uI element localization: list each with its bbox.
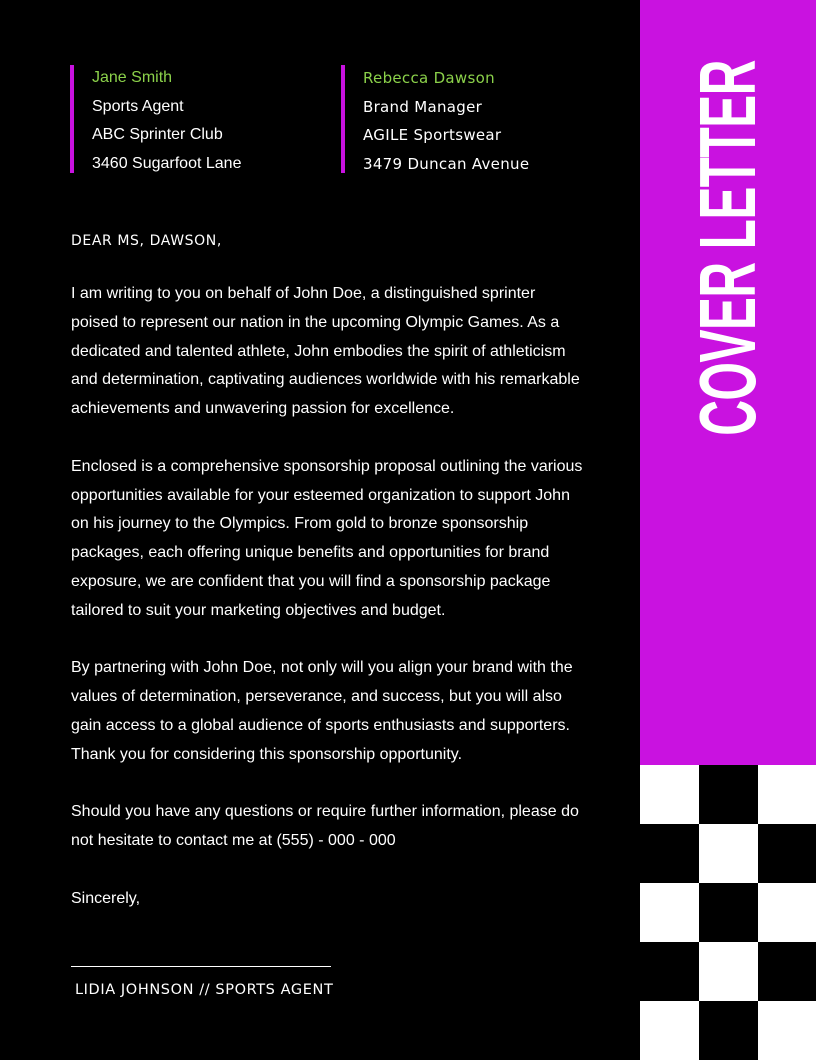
sender-company: ABC Sprinter Club [92, 126, 223, 144]
checker-cell [758, 824, 816, 883]
recipient-address-block [341, 64, 529, 179]
sender-address-block [70, 64, 241, 179]
checker-cell [640, 1001, 699, 1060]
checker-cell [640, 883, 699, 942]
checker-cell [758, 765, 816, 824]
recipient-company: AGILE Sportswear [363, 126, 502, 145]
side-title-text: COVER LETTER [683, 60, 772, 436]
closing: Sincerely, [71, 889, 141, 907]
checker-cell [758, 883, 816, 942]
recipient-address: 3479 Duncan Avenue [363, 155, 530, 174]
checker-cell [640, 765, 699, 824]
sender-address: 3460 Sugarfoot Lane [92, 155, 242, 173]
checker-cell [699, 883, 758, 942]
signature-name: LIDIA JOHNSON // SPORTS AGENT [75, 982, 334, 998]
body-paragraph: By partnering with John Doe, not only will you align your brand with the values of determination, perseverance, and success, but you will also gain access to a global audience of sports enthusiasts and supporters. Thank you for considering this sponsorship opportunity. [71, 659, 573, 763]
checker-cell [699, 942, 758, 1001]
checker-cell [640, 824, 699, 883]
body-paragraph: Enclosed is a comprehensive sponsorship proposal outlining the various opportunities available for your esteemed organization to support John on his journey to the Olympics. From gold to bronze sponsorship packages, each offering unique benefits and opportunities for brand exposure, we are confident that you will find a sponsorship package tailored to suit your marketing objectives and budget. [71, 457, 583, 619]
side-title-area [640, 0, 816, 500]
recipient-name: Rebecca Dawson [363, 69, 495, 87]
body-paragraph: I am writing to you on behalf of John Doe, a distinguished sprinter poised to represent our nation in the upcoming Olympic Games. As a dedicated and talented athlete, John embodies the spirit of athleticism and determination, captivating audiences worldwide with his remarkable achievements and unwavering passion for excellence. [71, 285, 580, 418]
checker-cell [699, 824, 758, 883]
checker-cell [699, 1001, 758, 1060]
sender-name: Jane Smith [92, 69, 173, 86]
body-paragraph: Should you have any questions or require further information, please do not hesitate to contact me at (555) - 000 - 000 [71, 803, 579, 850]
checker-cell [758, 942, 816, 1001]
sender-title: Sports Agent [92, 97, 184, 115]
checker-cell [758, 1001, 816, 1060]
signature-line [71, 966, 331, 967]
checkerboard-pattern [640, 765, 816, 1056]
letter-body [71, 280, 586, 942]
recipient-title: Brand Manager [363, 97, 483, 116]
letter-greeting: DEAR MS, DAWSON, [71, 233, 222, 249]
side-title [682, 0, 774, 551]
checker-cell [699, 765, 758, 824]
checker-cell [640, 942, 699, 1001]
